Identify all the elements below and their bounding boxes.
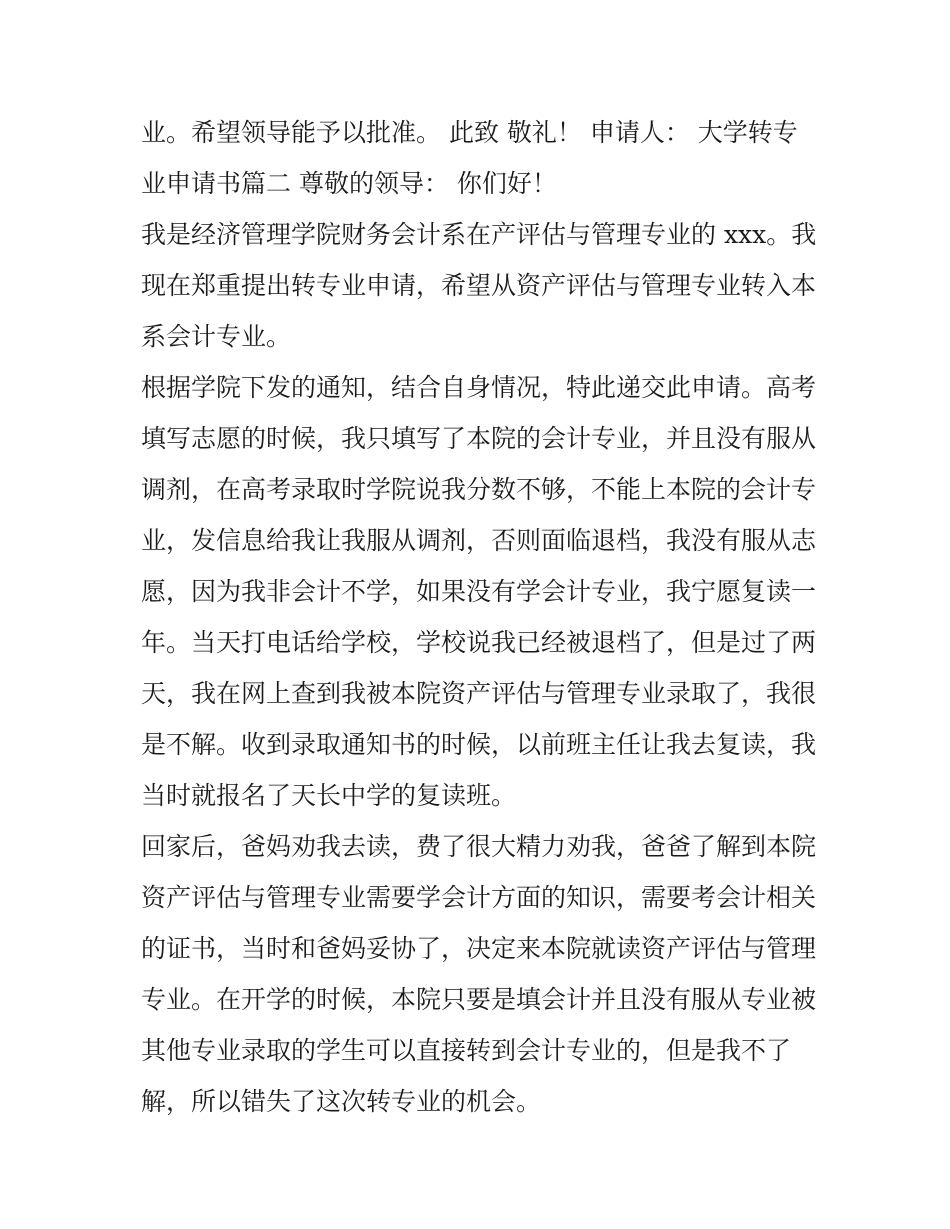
text-line: 解，所以错失了这次转专业的机会。 xyxy=(141,1087,542,1116)
text-line: 业。希望领导能予以批准。 此致 敬礼！ 申请人： 大学转专 xyxy=(141,118,798,147)
text-line: 天，我在网上查到我被本院资产评估与管理专业录取了，我很 xyxy=(141,679,817,708)
text-line: 专业。在开学的时候，本院只要是填会计并且没有服从专业被 xyxy=(141,985,817,1014)
text-line: 愿，因为我非会计不学，如果没有学会计专业，我宁愿复读一 xyxy=(141,577,817,606)
text-line: 回家后，爸妈劝我去读，费了很大精力劝我，爸爸了解到本院 xyxy=(141,832,817,861)
body-text xyxy=(141,107,821,1127)
text-line: 我是经济管理学院财务会计系在产评估与管理专业的 xxx。我 xyxy=(141,220,817,249)
text-line: 是不解。收到录取通知书的时候，以前班主任让我去复读，我 xyxy=(141,730,817,759)
text-line: 调剂，在高考录取时学院说我分数不够，不能上本院的会计专 xyxy=(141,475,817,504)
text-line: 根据学院下发的通知，结合自身情况，特此递交此申请。高考 xyxy=(141,373,817,402)
text-line: 的证书，当时和爸妈妥协了，决定来本院就读资产评估与管理 xyxy=(141,934,817,963)
text-line: 业申请书篇二 尊敬的领导： 你们好！ xyxy=(141,169,557,198)
text-line: 资产评估与管理专业需要学会计方面的知识，需要考会计相关 xyxy=(141,883,817,912)
text-line: 业，发信息给我让我服从调剂，否则面临退档，我没有服从志 xyxy=(141,526,817,555)
text-line: 当时就报名了天长中学的复读班。 xyxy=(141,781,517,810)
text-line: 年。当天打电话给学校，学校说我已经被退档了，但是过了两 xyxy=(141,628,817,657)
text-line: 其他专业录取的学生可以直接转到会计专业的，但是我不了 xyxy=(141,1036,792,1065)
text-line: 系会计专业。 xyxy=(141,322,292,351)
text-line: 填写志愿的时候，我只填写了本院的会计专业，并且没有服从 xyxy=(141,424,817,453)
text-line: 现在郑重提出转专业申请，希望从资产评估与管理专业转入本 xyxy=(141,271,817,300)
